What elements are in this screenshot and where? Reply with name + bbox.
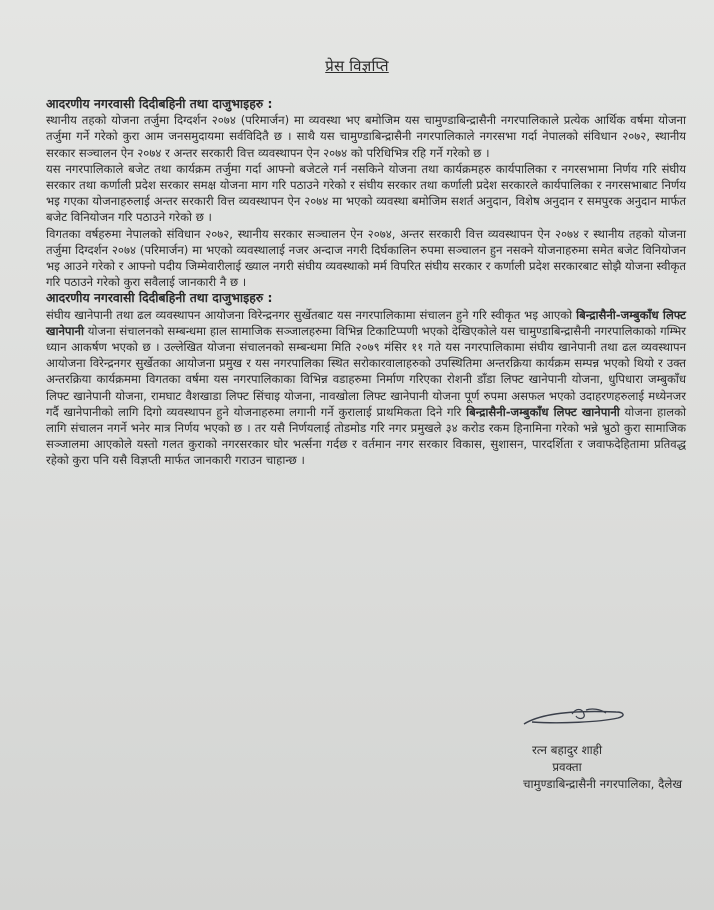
document-title: प्रेस विज्ञप्ति [325, 57, 389, 75]
project-name-bold-1: बिन्द्रासैनी-जम्बुकाँध लिफ्ट खानेपानी [46, 307, 686, 338]
salutation-heading-2: आदरणीय नगरवासी दिदीबहिनी तथा दाजुभाइहरु : [46, 290, 273, 306]
paragraph-4 [46, 307, 686, 469]
project-name-bold-2: बिन्द्रासैनी-जम्बुकाँध लिफ्ट खानेपानी [466, 404, 620, 419]
salutation-heading-1: आदरणीय नगरवासी दिदीबहिनी तथा दाजुभाइहरु : [46, 96, 273, 111]
paragraph-1: स्थानीय तहको योजना तर्जुमा दिग्दर्शन २०७४ (परिमार्जन) मा व्यवस्था भए बमोजिम यस चामुण्डाबिन्द्रासैनी नगरपालिकाले प्रत्येक आर्थिक वर्षमा योजना तर्जुमा गर्ने गरेको कुरा आम जनसमुदायमा सर्वविदितै छ । साथै यस चामुण्डाबिन्द्रासैनी नगरपालिकाले नगरसभा गर्दा नेपालको संविधान २०७२, स्थानीय सरकार सञ्चालन ऐन २०७४ र अन्तर सरकारी वित्त व्यवस्थापन ऐन २०७४ को परिधिभित्र रहि गर्ने गरेको छ । [46, 113, 686, 160]
signatory-organization: चामुण्डाबिन्द्रासैनी नगरपालिका, दैलेख [522, 777, 682, 791]
document-body [46, 96, 686, 469]
paragraph-4-part-c: योजना हालको लागि संचालन नगर्ने भनेर मात्र निर्णय भएको छ । तर यसै निर्णयलाई तोडमोड गरि नगर प्रमुखले ३४ करोड रकम हिनामिना गरेको भन्ने भ्रुठो कुरा सामाजिक सञ्जालमा आएकोले यस्तो गलत कुराको नगरसरकार घोर भर्त्सना गर्दछ र वर्तमान नगर सरकार विकास, सुशासन, पारदर्शिता र जवाफदेहितामा प्रतिवद्ध रहेको कुरा पनि यसै विज्ञप्ती मार्फत जानकारी गराउन चाहान्छ । [46, 404, 686, 468]
paragraph-3: विगतका वर्षहरुमा नेपालको संविधान २०७२, स्थानीय सरकार सञ्चालन ऐन २०७४, अन्तर सरकारी वित्त व्यवस्थापन ऐन २०७४ र स्थानीय तहको योजना तर्जुमा दिग्दर्शन २०७४ (परिमार्जन) मा भएको व्यवस्थालाई नजर अन्दाज नगरी दिर्घकालिन रुपमा सञ्चालन हुन नसक्ने योजनाहरुमा समेत बजेट विनियोजन भइ आउने गरेको र आफ्नो पदीय जिम्मेवारीलाई ख्याल नगरी संघीय व्यवस्थाको मर्म विपरित संघीय सरकार र कर्णाली प्रदेश सरकारबाट सोझै योजना स्वीकृत गरि पठाउने गरेको कुरा सवैलाई जानकारी नै छ । [46, 226, 686, 290]
signature-scribble-icon [520, 700, 630, 734]
signatory-designation: प्रवक्ता [552, 760, 582, 774]
signatory-name: रत्न बहादुर शाही [531, 743, 603, 757]
paragraph-4-part-b: योजना संचालनको सम्बन्धमा हाल सामाजिक सञ्जालहरुमा विभिन्न टिकाटिप्पणी भएको देखिएकोले यस चामुण्डाबिन्द्रासैनी नगरपालिकाको गम्भिर ध्यान आकर्षण भएको छ । उल्लेखित योजना संचालनको सम्बन्धमा मिति २०७९ मंसिर ११ गते यस नगरपालिकामा संघीय खानेपानी तथा ढल व्यवस्थापन आयोजना विरेन्द्रनगर सुर्खेतका आयोजना प्रमुख र यस नगरपालिका स्थित सरोकारवालाहरुको उपस्थितिमा अन्तरक्रिया कार्यक्रम सम्पन्न भएको थियो र उक्त अन्तरक्रिया कार्यक्रममा विगतका वर्षमा यस नगरपालिकाका विभिन्न वडाहरुमा निर्माण गरिएका रोशनी डाँडा लिफ्ट खानेपानी योजना, धुपिधारा जम्बुकाँध लिफ्ट खानेपानी योजना, रामघाट वैशखाडा लिफ्ट सिंचाइ योजना, नावखोला लिफ्ट खानेपानी योजना पूर्ण रुपमा असफल भएको उदाहरणहरुलाई मध्येनजर गर्दै खानेपानीको लागि दिगो व्यवस्थापन हुने योजनाहरुमा लगानी गर्ने कुरालाई प्राथमिकता दिने गरि [46, 323, 686, 419]
paragraph-2: यस नगरपालिकाले बजेट तथा कार्यक्रम तर्जुमा गर्दा आफ्नो बजेटले गर्न नसकिने योजना तथा कार्यक्रमहरु कार्यपालिका र नगरसभामा निर्णय गरि संघीय सरकार तथा कर्णाली प्रदेश सरकार समक्ष योजना माग गरि पठाउने गरेको र संघीय सरकार तथा कर्णाली प्रदेश सरकारले कार्यपालिका र नगरसभाबाट निर्णय भइ गएका योजनाहरुलाई अन्तर सरकारी वित्त व्यवस्थापन ऐन २०७४ मा भएको व्यवस्था बमोजिम सशर्त अनुदान, विशेष अनुदान र समपुरक अनुदान मार्फत बजेट विनियोजन गरि पठाउने गरेको छ । [46, 161, 686, 225]
paragraph-4-part-a: संघीय खानेपानी तथा ढल व्यवस्थापन आयोजना विरेन्द्रनगर सुर्खेतबाट यस नगरपालिकामा संचालन हुने गरि स्वीकृत भइ आएको [46, 307, 577, 322]
signature-block [452, 742, 682, 793]
